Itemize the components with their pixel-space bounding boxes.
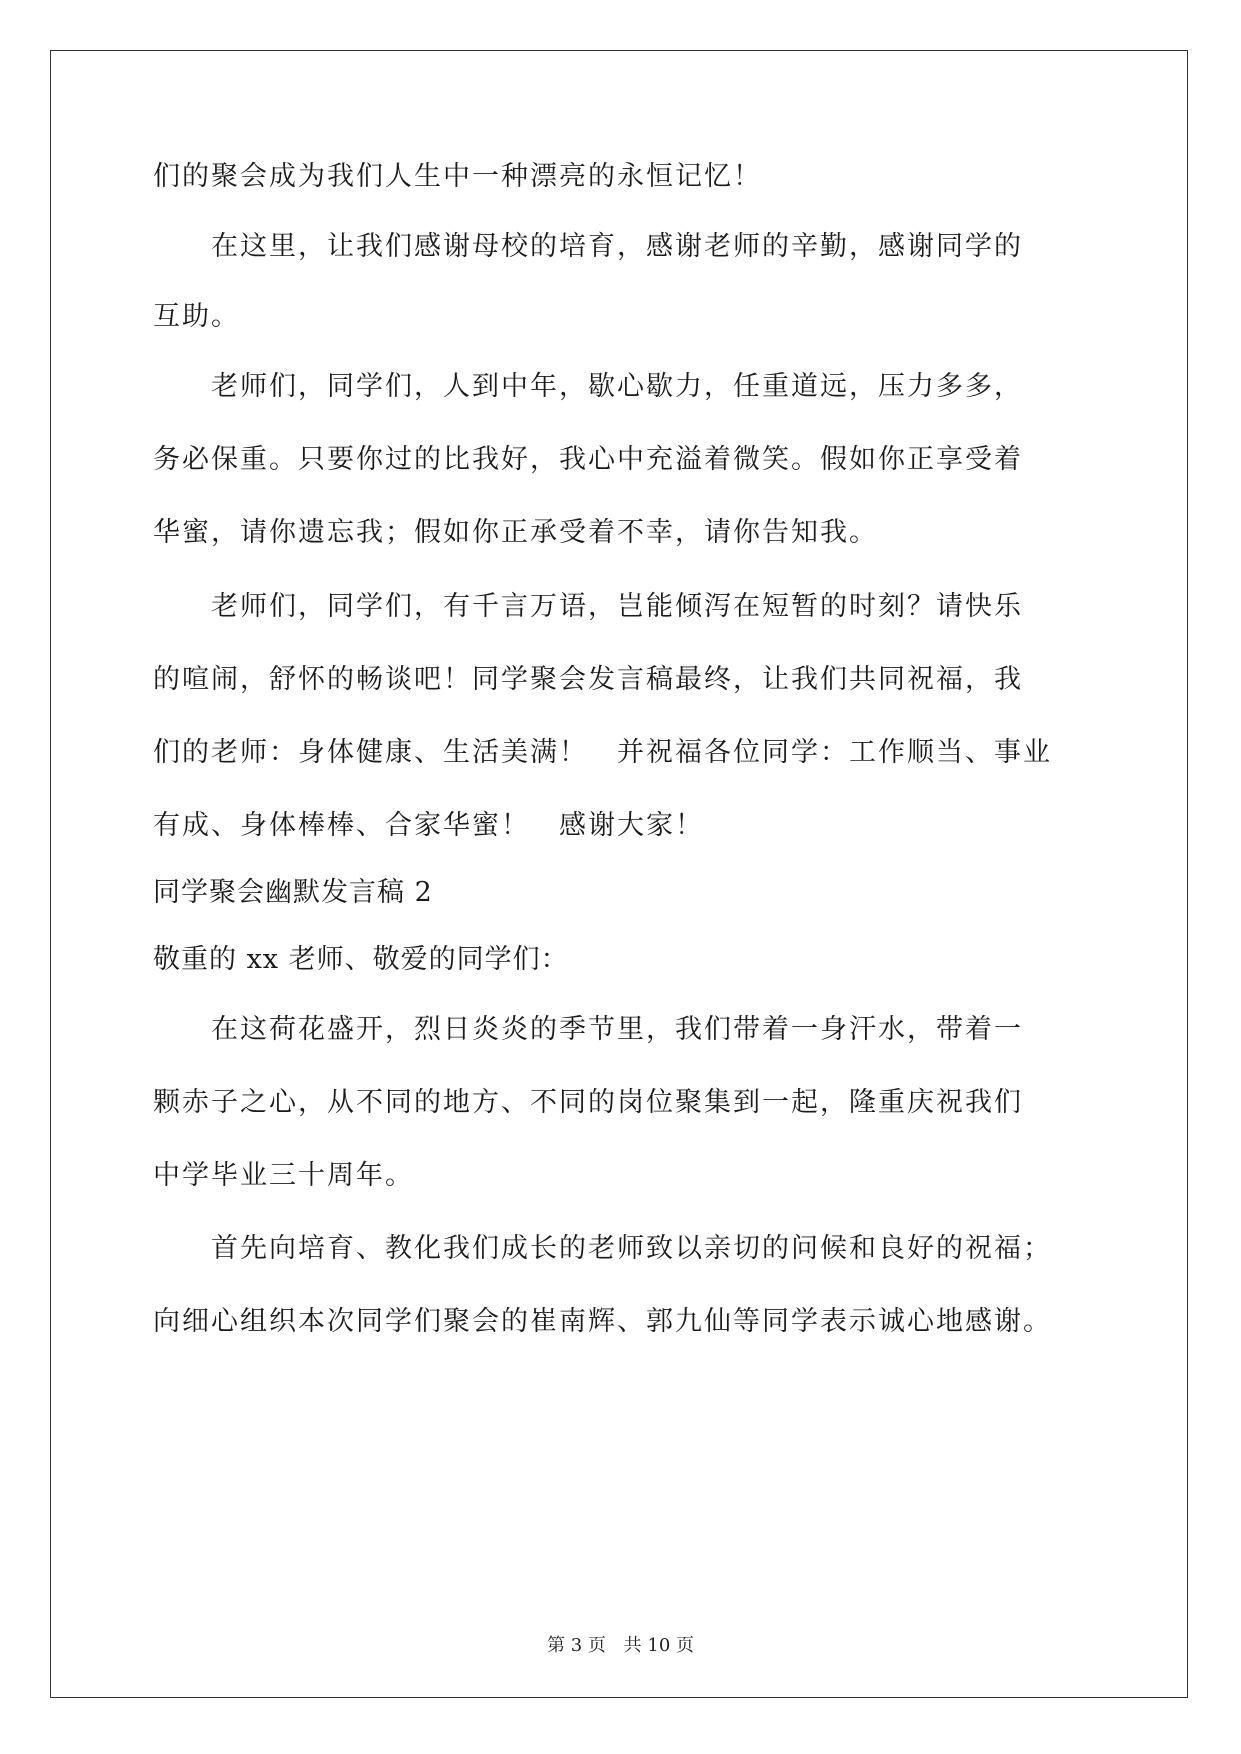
text-line: 在这里，让我们感谢母校的培育，感谢老师的辛勤，感谢同学的 xyxy=(153,231,1023,262)
salutation-line: 敬重的 xx 老师、敬爱的同学们： xyxy=(153,944,569,975)
text-line: 们的老师：身体健康、生活美满！ 并祝福各位同学：工作顺当、事业 xyxy=(153,737,1052,768)
page-total: 共 10 页 xyxy=(623,1635,694,1656)
text-line: 有成、身体棒棒、合家华蜜！ 感谢大家！ xyxy=(153,810,704,841)
page-footer xyxy=(0,1634,1241,1658)
text-line: 华蜜，请你遗忘我；假如你正承受着不幸，请你告知我。 xyxy=(153,517,878,548)
page-current: 第 3 页 xyxy=(547,1635,606,1656)
text-line: 向细心组织本次同学们聚会的崔南辉、郭九仙等同学表示诚心地感谢。 xyxy=(153,1306,1052,1337)
text-line: 互助。 xyxy=(153,301,240,332)
text-line: 中学毕业三十周年。 xyxy=(153,1160,414,1191)
text-line: 务必保重。只要你过的比我好，我心中充溢着微笑。假如你正享受着 xyxy=(153,444,1023,475)
text-line: 的喧闹，舒怀的畅谈吧！同学聚会发言稿最终，让我们共同祝福，我 xyxy=(153,664,1023,695)
section-heading: 同学聚会幽默发言稿 2 xyxy=(153,877,433,908)
text-line: 首先向培育、教化我们成长的老师致以亲切的问候和良好的祝福； xyxy=(153,1233,1052,1264)
text-line: 在这荷花盛开，烈日炎炎的季节里，我们带着一身汗水，带着一 xyxy=(153,1014,1023,1045)
text-line: 老师们，同学们，有千言万语，岂能倾泻在短暂的时刻？请快乐 xyxy=(153,591,1023,622)
text-line: 们的聚会成为我们人生中一种漂亮的永恒记忆！ xyxy=(153,161,762,192)
page-frame xyxy=(50,50,1188,1698)
text-line: 老师们，同学们，人到中年，歇心歇力，任重道远，压力多多， xyxy=(153,371,1023,402)
text-line: 颗赤子之心，从不同的地方、不同的岗位聚集到一起，隆重庆祝我们 xyxy=(153,1087,1023,1118)
